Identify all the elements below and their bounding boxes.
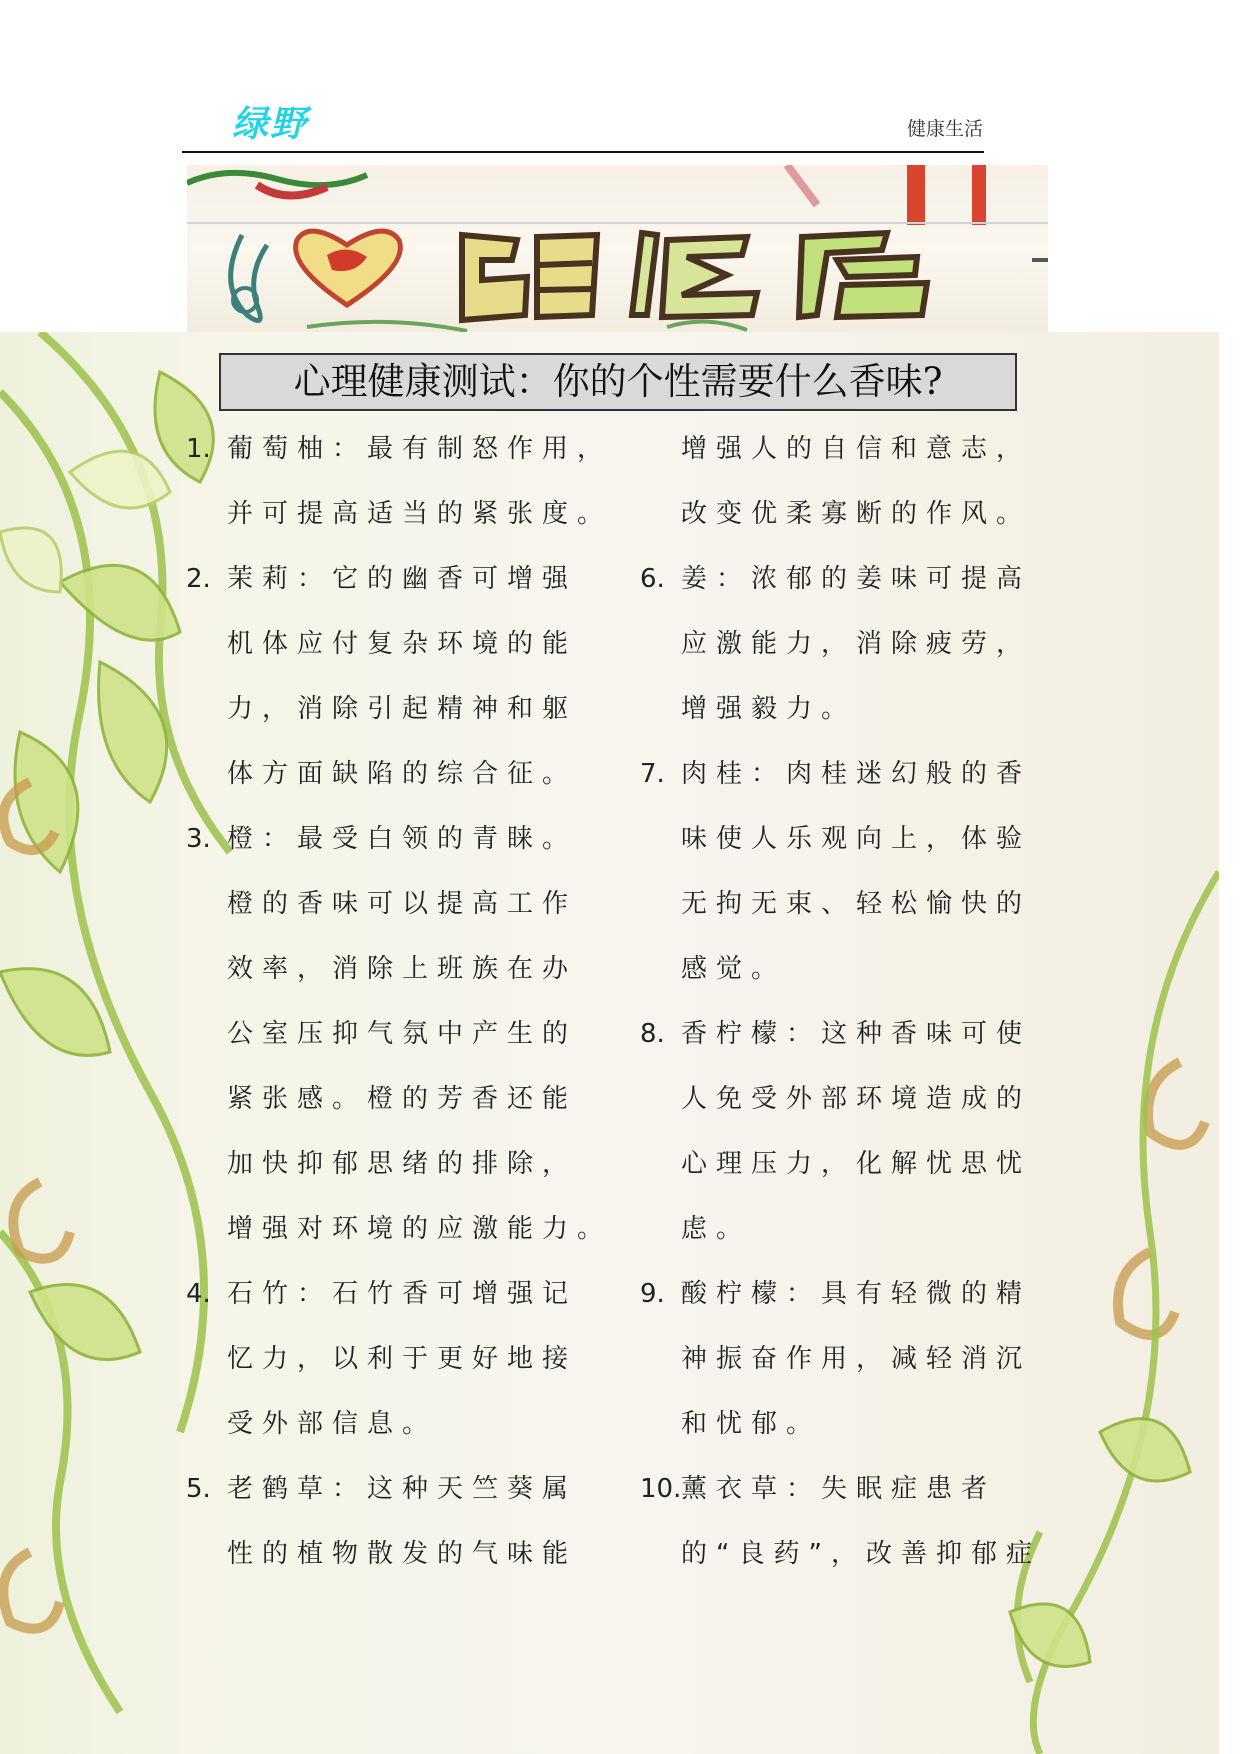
line-text: 感觉。 [681, 954, 787, 984]
line-text: 的“良药”，改善抑郁症 [681, 1539, 1041, 1569]
text-line [640, 1067, 1060, 1132]
list-number: 2. [186, 564, 211, 594]
text-line [186, 1392, 606, 1457]
text-line [640, 482, 1060, 547]
line-text: 机体应付复杂环境的能 [227, 629, 578, 659]
text-line [640, 937, 1060, 1002]
line-text: 性的植物散发的气味能 [227, 1539, 578, 1569]
line-text: 效率，消除上班族在办 [227, 954, 578, 984]
text-line [186, 742, 606, 807]
line-text: 人免受外部环境造成的 [681, 1084, 1032, 1114]
line-text: 并可提高适当的紧张度。 [227, 499, 613, 529]
text-line [186, 1197, 613, 1262]
line-text: 增强人的自信和意志， [681, 434, 1032, 464]
line-text: 酸柠檬：具有轻微的精 [681, 1279, 1032, 1309]
list-number: 1. [186, 434, 211, 464]
text-line [640, 612, 1060, 677]
text-line [186, 612, 606, 677]
line-text: 应激能力，消除疲劳， [681, 629, 1032, 659]
brand-logo: 绿野 [232, 103, 309, 145]
text-line [186, 1067, 606, 1132]
list-number: 4. [186, 1279, 211, 1309]
text-line [640, 547, 1060, 612]
list-number: 7. [640, 759, 665, 789]
line-text: 体方面缺陷的综合征。 [227, 759, 578, 789]
text-line [640, 1522, 1060, 1587]
line-text: 紧张感。橙的芳香还能 [227, 1084, 578, 1114]
text-line [640, 1197, 1060, 1262]
line-text: 橙的香味可以提高工作 [227, 889, 578, 919]
line-text: 葡萄柚：最有制怒作用， [227, 434, 613, 464]
line-text: 肉桂：肉桂迷幻般的香 [681, 759, 1032, 789]
header-divider [182, 151, 984, 153]
list-number: 6. [640, 564, 665, 594]
line-text: 橙：最受白领的青睐。 [227, 824, 578, 854]
line-text: 味使人乐观向上，体验 [681, 824, 1032, 854]
text-line [186, 1262, 606, 1327]
text-line [186, 482, 613, 547]
text-line [640, 807, 1060, 872]
right-column [640, 417, 1060, 1587]
text-line [186, 1327, 606, 1392]
line-text: 力，消除引起精神和躯 [227, 694, 578, 724]
list-number: 3. [186, 824, 211, 854]
text-line [186, 417, 613, 482]
line-text: 茉莉：它的幽香可增强 [227, 564, 578, 594]
text-line [640, 1327, 1060, 1392]
text-line [186, 807, 606, 872]
text-line [186, 1457, 606, 1522]
line-text: 受外部信息。 [227, 1409, 438, 1439]
banner-image [187, 165, 1048, 335]
left-column [186, 417, 613, 1587]
line-text: 忆力，以利于更好地接 [227, 1344, 578, 1374]
text-line [186, 872, 606, 937]
text-line [640, 417, 1060, 482]
line-text: 和忧郁。 [681, 1409, 822, 1439]
text-line [640, 1262, 1060, 1327]
line-text: 公室压抑气氛中产生的 [227, 1019, 578, 1049]
text-line [640, 742, 1060, 807]
line-text: 增强对环境的应激能力。 [227, 1214, 613, 1244]
text-line [186, 1132, 606, 1197]
banner-illustration [187, 165, 1048, 335]
text-line [640, 1457, 1060, 1522]
header-section-label: 健康生活 [906, 118, 983, 140]
line-text: 虑。 [681, 1214, 752, 1244]
list-number: 8. [640, 1019, 665, 1049]
list-number: 5. [186, 1474, 211, 1504]
article-title: 心理健康测试：你的个性需要什么香味? [219, 353, 1017, 411]
line-text: 石竹：石竹香可增强记 [227, 1279, 578, 1309]
text-line [186, 547, 606, 612]
text-line [186, 677, 606, 742]
line-text: 香柠檬：这种香味可使 [681, 1019, 1032, 1049]
line-text: 姜：浓郁的姜味可提高 [681, 564, 1032, 594]
text-line [640, 1132, 1060, 1197]
line-text: 无拘无束、轻松愉快的 [681, 889, 1032, 919]
text-line [640, 1002, 1060, 1067]
line-text: 薰衣草：失眠症患者 [681, 1474, 997, 1504]
line-text: 老鹤草：这种天竺葵属 [227, 1474, 578, 1504]
text-line [640, 872, 1060, 937]
line-text: 心理压力，化解忧思忧 [681, 1149, 1032, 1179]
line-text: 加快抑郁思绪的排除， [227, 1149, 578, 1179]
line-text: 改变优柔寡断的作风。 [681, 499, 1032, 529]
text-line [640, 1392, 1060, 1457]
list-number: 9. [640, 1279, 665, 1309]
line-text: 神振奋作用，减轻消沉 [681, 1344, 1032, 1374]
line-text: 增强毅力。 [681, 694, 857, 724]
text-line [186, 1002, 606, 1067]
text-line [186, 1522, 606, 1587]
text-line [640, 677, 1060, 742]
text-line [186, 937, 606, 1002]
list-number: 10. [640, 1474, 682, 1504]
